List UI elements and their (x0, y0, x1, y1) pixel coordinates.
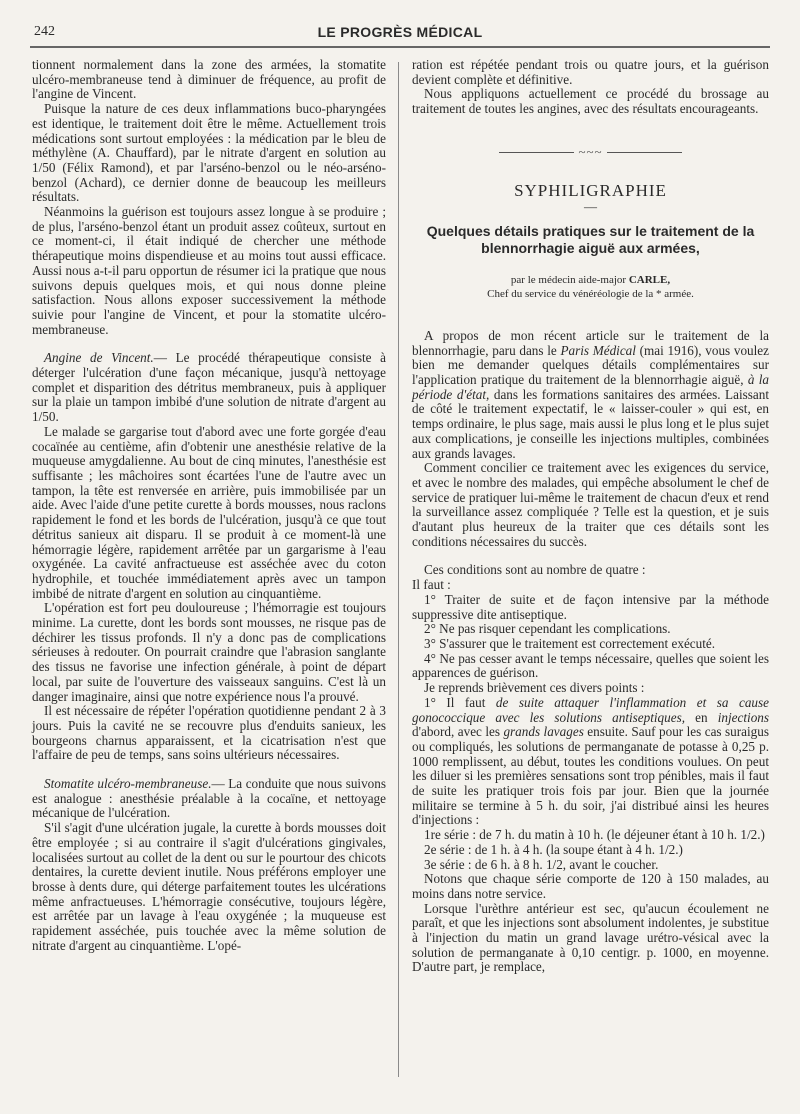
right-column (412, 58, 769, 975)
paragraph: A propos de mon récent article sur le traitement de la blennorrhagie, paru dans le Paris Médical (mai 1916), vous voulez bien me demander quelques détails complémentaires sur l'application pratique du traitement de la blennorrhagie aiguë, à la période d'état, dans les formations sanitaires des armées. Laissant de côté le traitement expectatif, le « laisser-couler » qui est, en temps ordinaire, le plus sage, mais aussi le plus long et le plus sujet aux complications, je conseille les injections multiples, combinées aux grands lavages. (412, 327, 770, 461)
author-role: Chef du service du vénéréologie de la * armée. (487, 287, 694, 300)
paragraph: Angine de Vincent.— Le procédé thérapeutique consiste à déterger l'ulcération d'une façon mécanique, jusqu'à nettoyage complet et disparition des détritus membraneux, puis à appliquer sur la plaie un tampon imbibé d'une solution de nitrate d'argent au 1/50. (32, 350, 386, 425)
paragraph: S'il s'agit d'une ulcération jugale, la curette à bords mousses doit être employée ; si au contraire il s'agit d'ulcérations gingivales, localisées surtout au collet de la dent ou sur le pourtour des chicots dentaires, la curette devient inutile. Nous préférons employer une brosse à dents dure, qui déterge parfaitement toutes les ulcérations même anfractueuses. L'hémorragie consécutive, toujours légère, est arrêtée par un lavage à l'eau oxygénée ; la muqueuse est rapidement asséchée, puis touchée avec la même solution de nitrate d'argent au cinquantième. L'opé- (32, 820, 386, 953)
article-title: Quelques détails pratiques sur le traitement de la blennorrhagie aiguë aux armées, (426, 222, 755, 256)
paragraph: Il faut : (412, 577, 451, 593)
paragraph: Néanmoins la guérison est toujours assez longue à se produire ; de plus, l'arséno-benzol étant un produit assez coûteux, surtout en ce moment-ci, il était indiqué de chercher une méthode thérapeutique moins dispendieuse et au moins tout aussi efficace. Aussi nous a-t-il paru opportun de résumer ici la pratique que nous suivons depuis quelques mois, et qui nous donne pleine satisfaction. Nous allons exposer successivement la méthode suivie pour l'angine de Vincent, et pour la stomatite ulcéro-membraneuse. (32, 204, 386, 337)
paragraph: Lorsque l'urèthre antérieur est sec, qu'aucun écoulement ne paraît, et que les injections sont absolument indolentes, je substitue à l'injection du matin un grand lavage urétro-vésical avec la solution de permanganate à 0,10 centigr. p. 1000, en moyenne. D'autre part, je remplace, (412, 900, 769, 975)
paragraph: L'opération est fort peu douloureuse ; l'hémorragie est toujours minime. La curette, dont les bords sont mousses, ne risque pas de déchirer les tissus profonds. Il n'y a donc pas de complications sérieuses à redouter. On pourrait craindre que l'abrasion sanglante des tissus ne favorise une infection générale, à point de départ local, par suite de l'ouverture des vaisseaux sanguins. C'est là un danger imaginaire, ainsi que notre expérience nous l'a prouvé. (32, 600, 386, 704)
section-title: SYPHILIGRAPHIE (514, 180, 667, 200)
flourish-ornament: ~~~ (578, 143, 603, 159)
paragraph: Nous appliquons actuellement ce procédé du brossage au traitement de toutes les angines, avec des résultats encourageants. (412, 86, 769, 117)
condition-item: 1° Traiter de suite et de façon intensive par la méthode suppressive dite antiseptique. (412, 591, 769, 622)
condition-item: 3° S'assurer que le traitement est correctement exécuté. (424, 635, 716, 651)
column-divider (398, 62, 399, 1077)
paragraph: 1° Il faut de suite attaquer l'inflammation et sa cause gonococcique avec les solutions antiseptiques, en injections d'abord, avec les grands lavages ensuite. Sauf pour les cas suraigus ou compliqués, les solutions de permanganate de potasse à 0,25 p. 1000 remplissent, au début, toutes les conditions voulues. On peut les diluer si les premières sensations sont trop pénibles, mais il faut de suite les pratiquer trois fois par jour. Bien que la journée militaire se termine à 5 h. du soir, j'ai distribué ainsi les heures d'injections : (412, 694, 770, 828)
paragraph: Stomatite ulcéro-membraneuse.— La conduite que nous suivons est analogue : anesthésie préalable à la cocaïne, et nettoyage mécanique de l'ulcération. (32, 776, 386, 821)
paragraph: Il est nécessaire de répéter l'opération quotidienne pendant 2 à 3 jours. Puis la cavité ne se recouvre plus d'enduits sanieux, les bourgeons charnus apparaissent, et la cicatrisation n'est que l'affaire de peu de temps, sans soins ultérieurs nécessaires. (32, 703, 386, 763)
page-number: 242 (34, 24, 55, 39)
paragraph: ration est répétée pendant trois ou quatre jours, et la guérison devient complète et définitive. (412, 57, 769, 87)
subheading-stomatite: Stomatite ulcéro-membraneuse. (44, 776, 212, 792)
subheading-angine: Angine de Vincent. (44, 350, 154, 366)
byline: par le médecin aide-major CARLE, Chef du service du vénéréologie de la * armée. (487, 273, 694, 300)
paragraph: Je reprends brièvement ces divers points : (424, 680, 645, 696)
header-rule (30, 46, 770, 48)
paragraph: Puisque la nature de ces deux inflammations buco-pharyngées est identique, le traitement doit être le même. Actuellement trois médications sont surtout employées : la médication par le bleu de méthylène (A. Chauffard), par le nitrate d'argent en solution au 1/50 (Félix Ramond), et par l'arséno-benzol ou le néo-arséno-benzol (Achard), ce dernier donne de beaucoup les meilleurs résultats. (32, 101, 386, 205)
schedule-item: 2e série : de 1 h. à 4 h. (la soupe étant à 4 h. 1/2.) (424, 841, 683, 857)
flourish-line (499, 152, 574, 153)
paragraph: Comment concilier ce traitement avec les exigences du service, et avec le nombre des malades, qui empêche absolument le chef de service de pratiquer lui-même le traitement de chacun d'eux et rend la surveillance assez compliquée ? Telle est la question, et je suis d'autant plus heureux de la traiter que ces détails sont les conditions nécessaires du succès. (412, 460, 769, 549)
author-name: CARLE, (628, 273, 671, 286)
schedule-item: 1re série : de 7 h. du matin à 10 h. (le déjeuner étant à 10 h. 1/2.) (424, 827, 765, 843)
flourish-line (607, 152, 682, 153)
paragraph: Notons que chaque série comporte de 120 à 150 malades, au moins dans notre service. (412, 871, 769, 901)
condition-item: 4° Ne pas cesser avant le temps nécessaire, quelles que soient les apparences de guérison. (412, 650, 769, 681)
paragraph: Ces conditions sont au nombre de quatre : (424, 562, 646, 578)
schedule-item: 3e série : de 6 h. à 8 h. 1/2, avant le coucher. (424, 856, 659, 872)
condition-item: 2° Ne pas risquer cependant les complications. (424, 621, 671, 637)
left-column (32, 58, 386, 953)
paragraph: Le malade se gargarise tout d'abord avec une forte gorgée d'eau cocaïnée au centième, afin d'obtenir une anesthésie relative de la muqueuse amygdalienne. Au bout de cinq minutes, l'anesthésie est suffisante ; les mâchoires sont écartées l'une de l'autre avec un tampon, la tête est renversée en arrière, puis immobilisée par un aide. Avec l'aide d'une petite curette à bords mousses, nous raclons rapidement le fond et les bords de l'ulcération, jusqu'à ce que tout détritus sanieux ait disparu. Il se produit à ce moment-là une hémorragie légère, rapidement arrêtée par un gargarisme à l'eau oxygénée. La cavité anfractueuse est asséchée avec du coton hydrophile, et touchée immédiatement après avec un tampon imbibé de nitrate d'argent en solution au cinquantième. (32, 423, 386, 601)
paragraph: tionnent normalement dans la zone des armées, la stomatite ulcéro-membraneuse tend à diminuer de fréquence, au profit de l'angine de Vincent. (32, 57, 386, 102)
section-flourish (412, 145, 769, 160)
section-dash: — (584, 199, 597, 215)
page-header (0, 0, 800, 50)
running-title: LE PROGRÈS MÉDICAL (317, 24, 483, 40)
